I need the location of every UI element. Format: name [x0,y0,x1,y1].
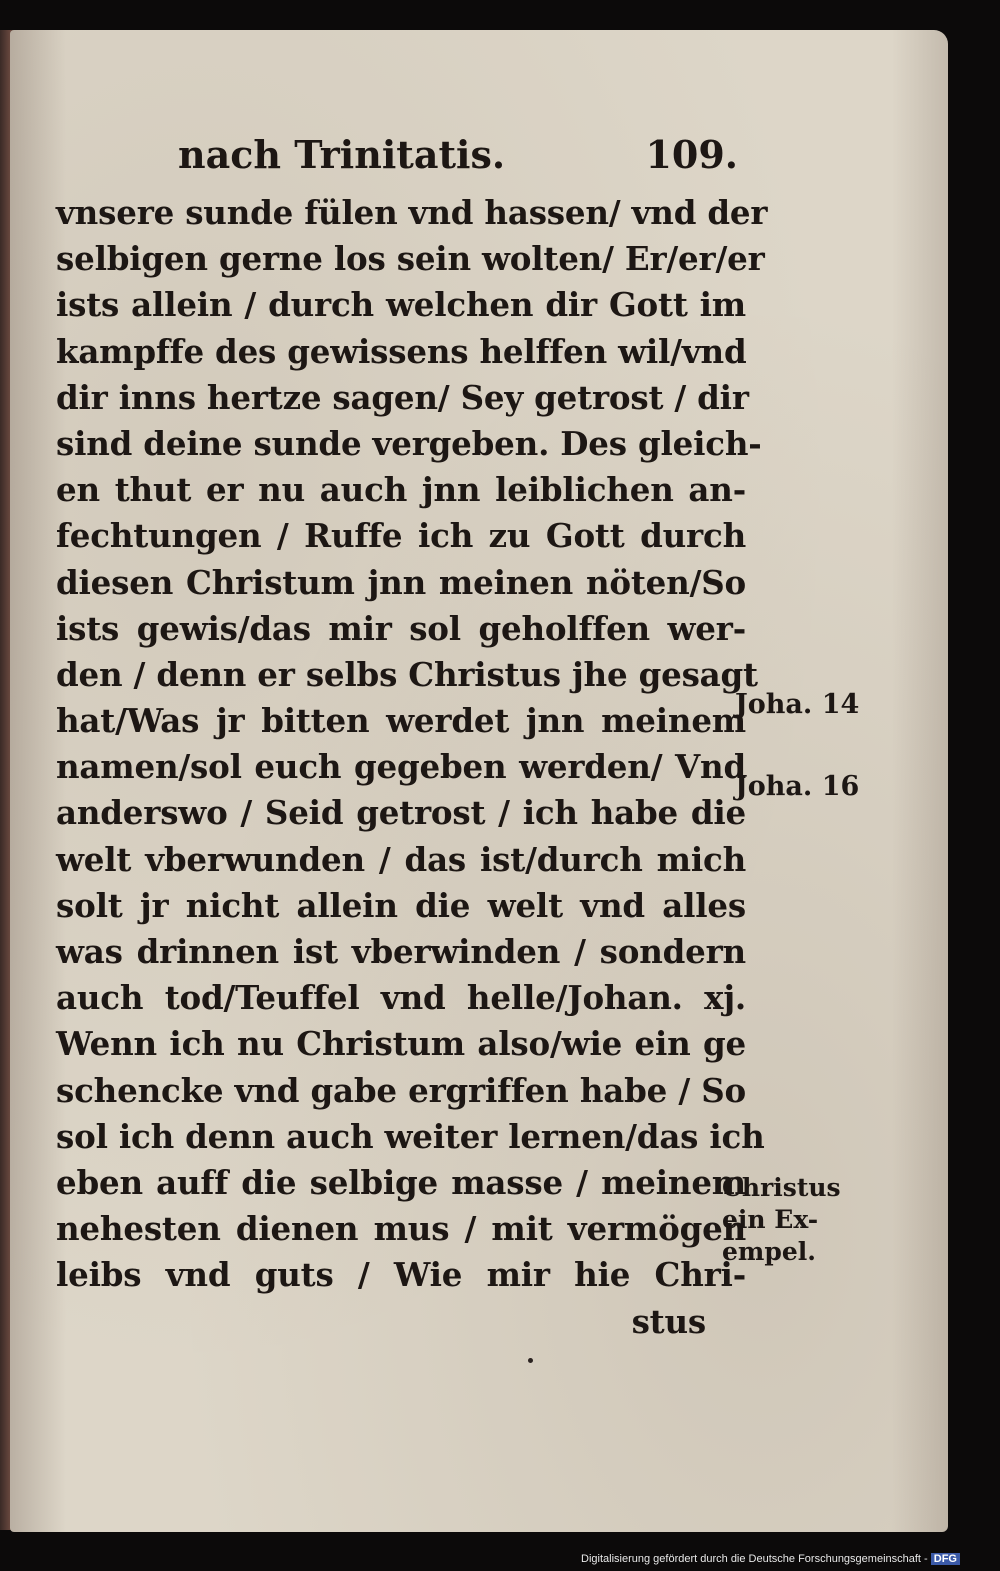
margin-note-joh14: Joha. 14 [735,689,860,720]
text-line: Wenn ich nu Christum also/wie ein ge [56,1024,746,1064]
page-number: 109. [645,132,738,177]
text-line: leibs vnd guts / Wie mir hie Chri- [56,1255,746,1295]
text-line: kampffe des gewissens helffen wil/vnd [56,331,747,371]
margin-note-christus [722,1172,841,1268]
text-line: selbigen gerne los sein wolten/ Er/er/er [56,239,765,279]
text-line: was drinnen ist vberwinden / sondern [56,932,746,971]
text-line: dir inns hertze sagen/ Sey getrost / dir [56,377,749,417]
body-text [56,190,768,1345]
digitization-footer [581,1553,960,1565]
text-line: eben auff die selbige masse / meinem [56,1162,746,1202]
text-line: anderswo / Seid getrost / ich habe die [56,793,746,833]
text-line: nehesten dienen mus / mit vermögen [56,1209,746,1249]
text-line: welt vberwunden / das ist/durch mich [56,839,746,879]
ink-dot [528,1358,533,1363]
dfg-logo: DFG [931,1553,960,1565]
footer-text: Digitalisierung gefördert durch die Deutsche Forschungsgemeinschaft - [581,1553,928,1565]
margin-note-joh16: Joha. 16 [735,771,860,802]
margin-note-line: empel. [722,1237,816,1266]
text-line: ists allein / durch welchen dir Gott im [56,285,746,325]
catchword: stus [631,1301,706,1341]
text-line: schencke vnd gabe ergriffen habe / So [56,1070,746,1110]
text-line: en thut er nu auch jnn leiblichen an- [56,470,746,510]
text-line: vnsere sunde fülen vnd hassen/ vnd der [56,193,768,232]
margin-note-line: ein Ex- [722,1205,819,1234]
margin-note-line: Christus [722,1173,841,1202]
text-line: auch tod/Teuffel vnd helle/Johan. xj. [56,978,746,1018]
text-line: solt jr nicht allein die welt vnd alles [56,885,746,925]
text-line: den / denn er selbs Christus jhe gesagt [56,654,758,694]
text-line: sol ich denn auch weiter lernen/das ich [56,1116,765,1156]
text-line: sind deine sunde vergeben. Des gleich- [56,423,762,463]
text-line: hat/Was jr bitten werdet jnn meinem [56,701,746,741]
running-title: nach Trinitatis. [178,132,506,177]
text-line: namen/sol euch gegeben werden/ Vnd [56,747,746,787]
text-line: diesen Christum jnn meinen nöten/So [56,562,746,602]
text-line: ists gewis/das mir sol geholffen wer- [56,608,746,648]
text-line: fechtungen / Ruffe ich zu Gott durch [56,516,746,556]
page-header [178,132,738,182]
